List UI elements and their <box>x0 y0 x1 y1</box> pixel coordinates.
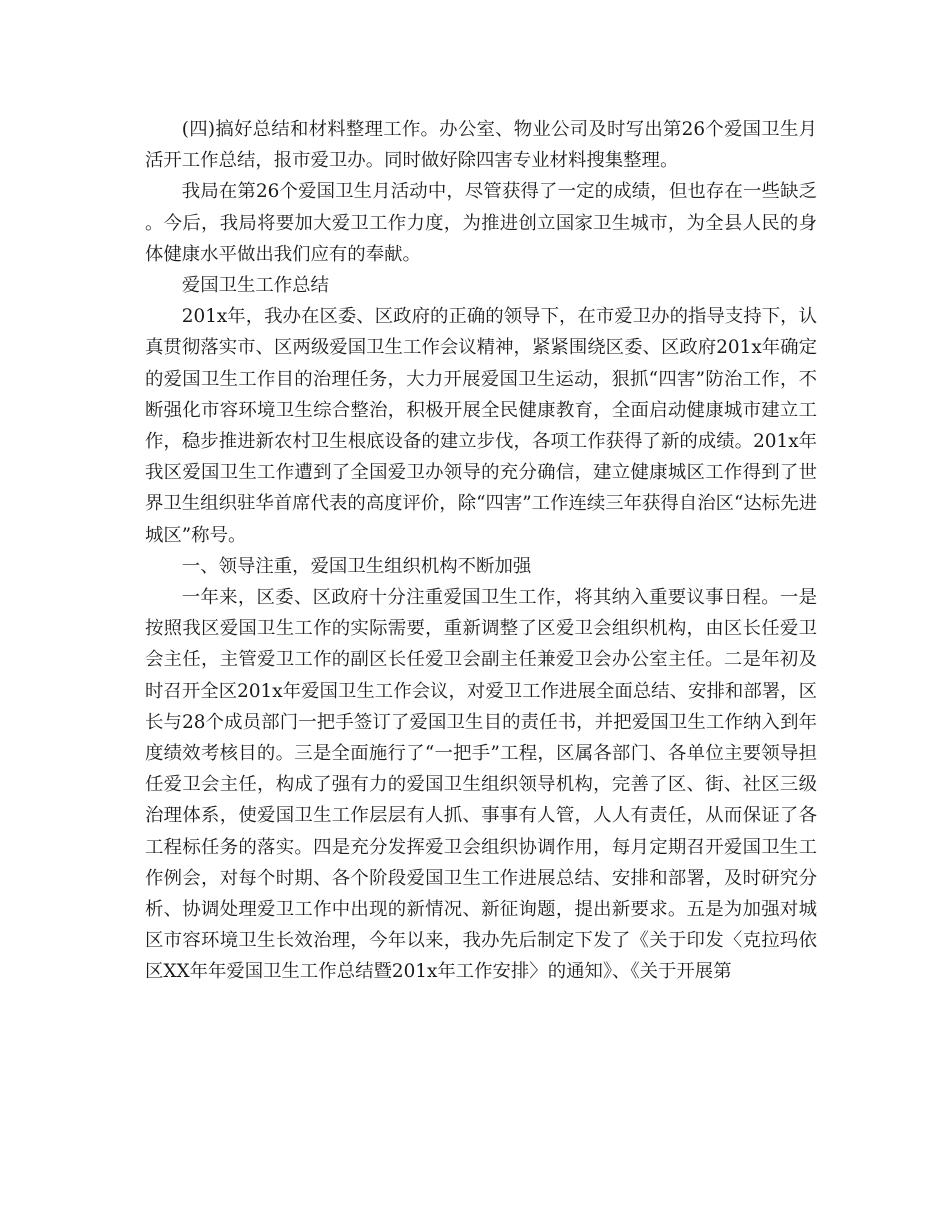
paragraph-bureau-conclusion: 我局在第26个爱国卫生月活动中，尽管获得了一定的成绩，但也存在一些缺乏。今后，我局将要加大爱卫工作力度，为推进创立国家卫生城市，为全县人民的身体健康水平做出我们应有的奉献。 <box>145 181 817 265</box>
document-page <box>145 114 817 988</box>
section-title: 爱国卫生工作总结 <box>181 275 329 297</box>
paragraph-materials-work: (四)搞好总结和材料整理工作。办公室、物业公司及时写出第26个爱国卫生月活开工作总结，报市爱卫办。同时做好除四害专业材料搜集整理。 <box>145 119 817 172</box>
paragraph-leadership-details: 一年来，区委、区政府十分注重爱国卫生工作，将其纳入重要议事日程。一是按照我区爱国卫生工作的实际需要，重新调整了区爱卫会组织机构，由区长任爱卫会主任，主管爱卫工作的副区长任爱卫会副主任兼爱卫会办公室主任。二是年初及时召开全区201x年爱国卫生工作会议，对爱卫工作进展全面总结、安排和部署，区长与28个成员部门一把手签订了爱国卫生目的责任书，并把爱国卫生工作纳入到年度绩效考核目的。三是全面施行了“一把手”工程，区属各部门、各单位主要领导担任爱卫会主任，构成了强有力的爱国卫生组织领导机构，完善了区、街、社区三级治理体系，使爱国卫生工作层层有人抓、事事有人管，人人有责任，从而保证了各工程标任务的落实。四是充分发挥爱卫会组织协调作用，每月定期召开爱国卫生工作例会，对每个时期、各个阶段爱国卫生工作进展总结、安排和部署，及时研究分析、协调处理爱卫工作中出现的新情况、新征询题，提出新要求。五是为加强对城区市容环境卫生长效治理，今年以来，我办先后制定下发了《关于印发〈克拉玛依区XX年年爱国卫生工作总结暨201x年工作安排〉的通知》、《关于开展第 <box>145 587 817 983</box>
paragraph-annual-overview: 201x年，我办在区委、区政府的正确的领导下，在市爱卫办的指导支持下，认真贯彻落实市、区两级爱国卫生工作会议精神，紧紧围绕区委、区政府201x年确定的爱国卫生工作目的治理任务，大力开展爱国卫生运动，狠抓“四害”防治工作，不断强化市容环境卫生综合整治，积极开展全民健康教育，全面启动健康城市建立工作，稳步推进新农村卫生根底设备的建立步伐，各项工作获得了新的成绩。201x年我区爱国卫生工作遭到了全国爱卫办领导的充分确信，建立健康城区工作得到了世界卫生组织驻华首席代表的高度评价，除“四害”工作连续三年获得自治区“达标先进城区”称号。 <box>145 306 817 546</box>
section-heading-leadership: 一、领导注重，爱国卫生组织机构不断加强 <box>181 555 532 577</box>
